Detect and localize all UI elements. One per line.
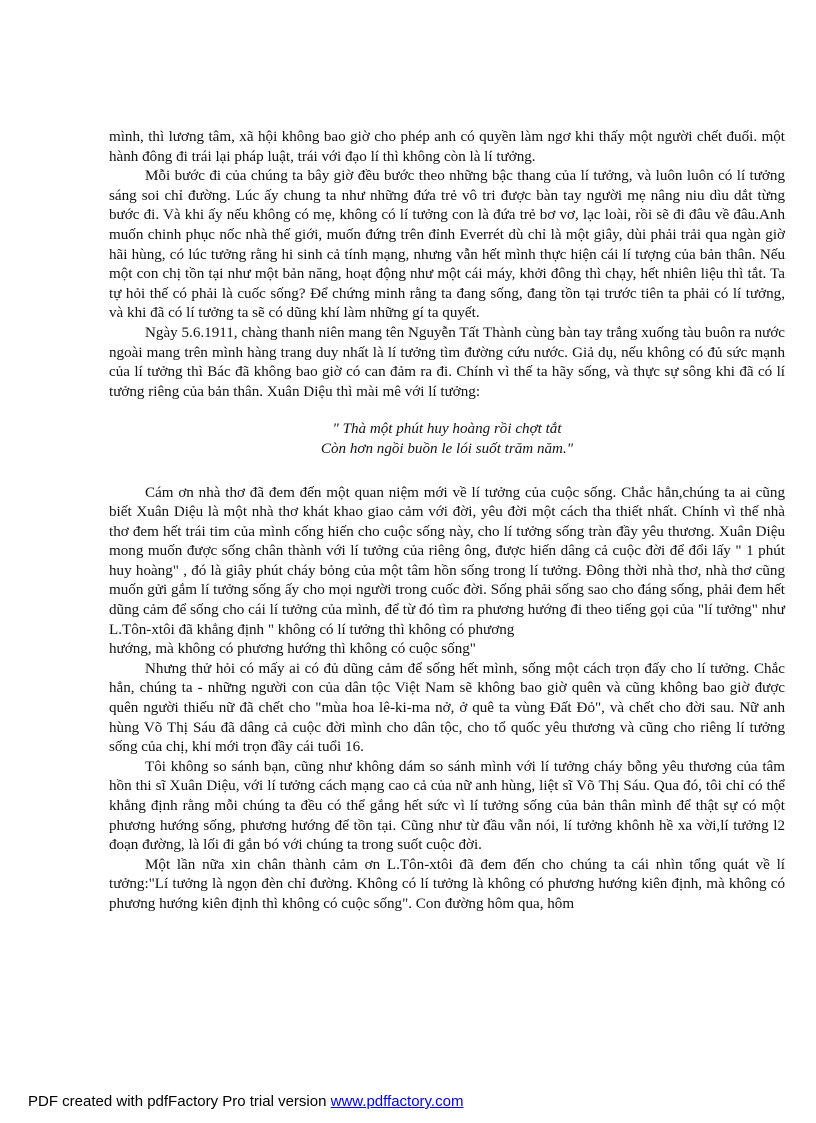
poem-line-2: Còn hơn ngồi buồn le lói suốt trăm năm." (320, 440, 574, 457)
pdf-footer (28, 1093, 463, 1110)
paragraph-continuation: mình, thì lương tâm, xã hội không bao giờ cho phép anh có quyền làm ngơ khi thấy một người chết đuối. một hành đông đi trái lại pháp luật, trái với đạo lí thì không còn là lí tưởng. (109, 129, 785, 165)
paragraph-comparison: Tôi không so sánh bạn, cũng như không dám so sánh mình với lí tưởng cháy bỗng yêu thương của tâm hồn thi sĩ Xuân Diệu, với lí tưởng cách mạng cao cả của nữ anh hùng, liệt sĩ Võ Thị Sáu. Qua đó, tôi chỉ có thể khẳng định rằng mỗi chúng ta đều có thể gắng hết sức vì lí tưởng sống của bản thân mình để thật sự có một phương hướng sống, phương hướng để tồn tại. Cũng như từ đầu vẫn nói, lí tưởng khônh hề xa vời,lí tưởng l2 đoạn đường, là lối đi gắn bó với chúng ta trong suốt cuộc đời. (109, 758, 785, 854)
paragraph-nguyen-tat-thanh: Ngày 5.6.1911, chàng thanh niên mang tên Nguyễn Tất Thành cùng bàn tay trắng xuống tàu buôn ra nước ngoài mang trên mình hàng trang duy nhất là lí tưởng tìm đường cứu nước. Giả dụ, nếu không có đủ sức mạnh của lí tưởng thì Bác đã không bao giờ có can đảm ra đi. Chính vì thế ta hãy sống, và thực sự sông khi đã có lí tưởng riêng của bản thân. Xuân Diệu thì mài mê với lí tưởng: (109, 324, 785, 400)
pdffactory-link[interactable]: www.pdffactory.com (330, 1093, 464, 1110)
poem-quote (109, 420, 785, 459)
paragraph-vo-thi-sau: Nhưng thử hỏi có mấy ai có đủ dũng cảm để sống hết mình, sống một cách trọn đấy cho lí tưởng. Chắc hẳn, chúng ta - những người con của dân tộc Việt Nam sẽ không bao giờ quên và cũng không bao giờ được quên người thiếu nữ đã chết cho "mùa hoa lê-ki-ma nở, ở quê ta vùng Đất Đỏ", và chết cho đời sau. Nữ anh hùng Võ Thị Sáu đã dâng cả cuộc đời mình cho dân tộc, cho tổ quốc yêu thương và cũng cho riêng lí tưởng sống của chị, khi mới trọn đầy cái tuổi 16. (109, 660, 785, 756)
paragraph-life-ideal: Mỗi bước đi của chúng ta bây giờ đều bước theo những bậc thang của lí tưởng, và luôn luôn có lí tưởng sáng soi chỉ đường. Lúc ấy chung ta như những đứa trẻ vô tri được bàn tay người mẹ nâng niu dìu dắt từng bước đi. Và khi ấy nếu không có mẹ, không có lí tưởng con là đứa trẻ bơ vơ, lạc loài, rồi sẽ đi đâu về đâu.Anh muốn chinh phục nốc nhà thế giới, muốn đứng trên đỉnh Everrét dù chỉ là một giây, dùi phải trải qua ngàn giờ hãi hùng, có lúc tưởng rằng hi sinh cả tính mạng, nhưng vẫn hết mình thực hiện cái lí tượng của bản thân. Nếu một con chị tồn tại như một bản năng, hoạt động như một cái máy, khởi đông thì chạy, hết nhiên liệu thì tắt. Ta tự hỏi thế có phải là cuốc sống? Để chứng minh rằng ta đang sống, đang tồn tại trước tiên ta phải có lí tưởng, và khi đã có lí tưởng ta sẽ có dũng khí làm những gí ta quyết. (109, 168, 785, 322)
document-body (109, 128, 785, 915)
paragraph-tolstoy: Một lần nữa xin chân thành cảm ơn L.Tôn-xtôi đã đem đến cho chúng ta cái nhìn tổng quát về lí tưởng:"Lí tưởng là ngọn đèn chỉ đường. Không có lí tưởng là không có phương hướng kiên định, mà không có phương hướng kiên định thì không có cuộc sống". Con đường hôm qua, hôm (109, 856, 785, 912)
poem-line-1: " Thà một phút huy hoàng rồi chợt tắt (332, 421, 562, 438)
paragraph-xuan-dieu-end: hướng, mà không có phương hướng thì không có cuộc sống" (109, 641, 476, 658)
paragraph-xuan-dieu: Cám ơn nhà thơ đã đem đến một quan niệm mới về lí tưởng của cuộc sống. Chắc hẳn,chúng ta ai cũng biết Xuân Diệu là một nhà thơ khát khao giao cảm với đời, yêu đời một cách tha thiết nhất. Chính vì thế nhà thơ đem hết trái tim của mình cống hiến cho cuộc sống này, cho lí tưởng sống tràn đầy yêu thương. Xuân Diệu mong muốn được sống chân thành với lí tưởng của riêng ông, được hiến dâng cả cuộc đời để đổi lấy " 1 phút huy hoàng" , đó là giây phút cháy bỏng của một tâm hồn sống trong lí tưởng. Đông thời nhà thơ, nhà thơ cũng muốn gửi gắm lí tưởng sống ấy cho mọi người trong cuốc đời. Sống phải sống sao cho đáng sống, phải đem hết dũng cảm để sống cho cái lí tưởng của mình, để từ đó tìm ra phương hướng đi theo tiếng gọi của "lí tưởng" như L.Tôn-xtôi đã khẳng định " không có lí tưởng thì không có phương (109, 484, 785, 638)
footer-text: PDF created with pdfFactory Pro trial version (28, 1093, 331, 1110)
